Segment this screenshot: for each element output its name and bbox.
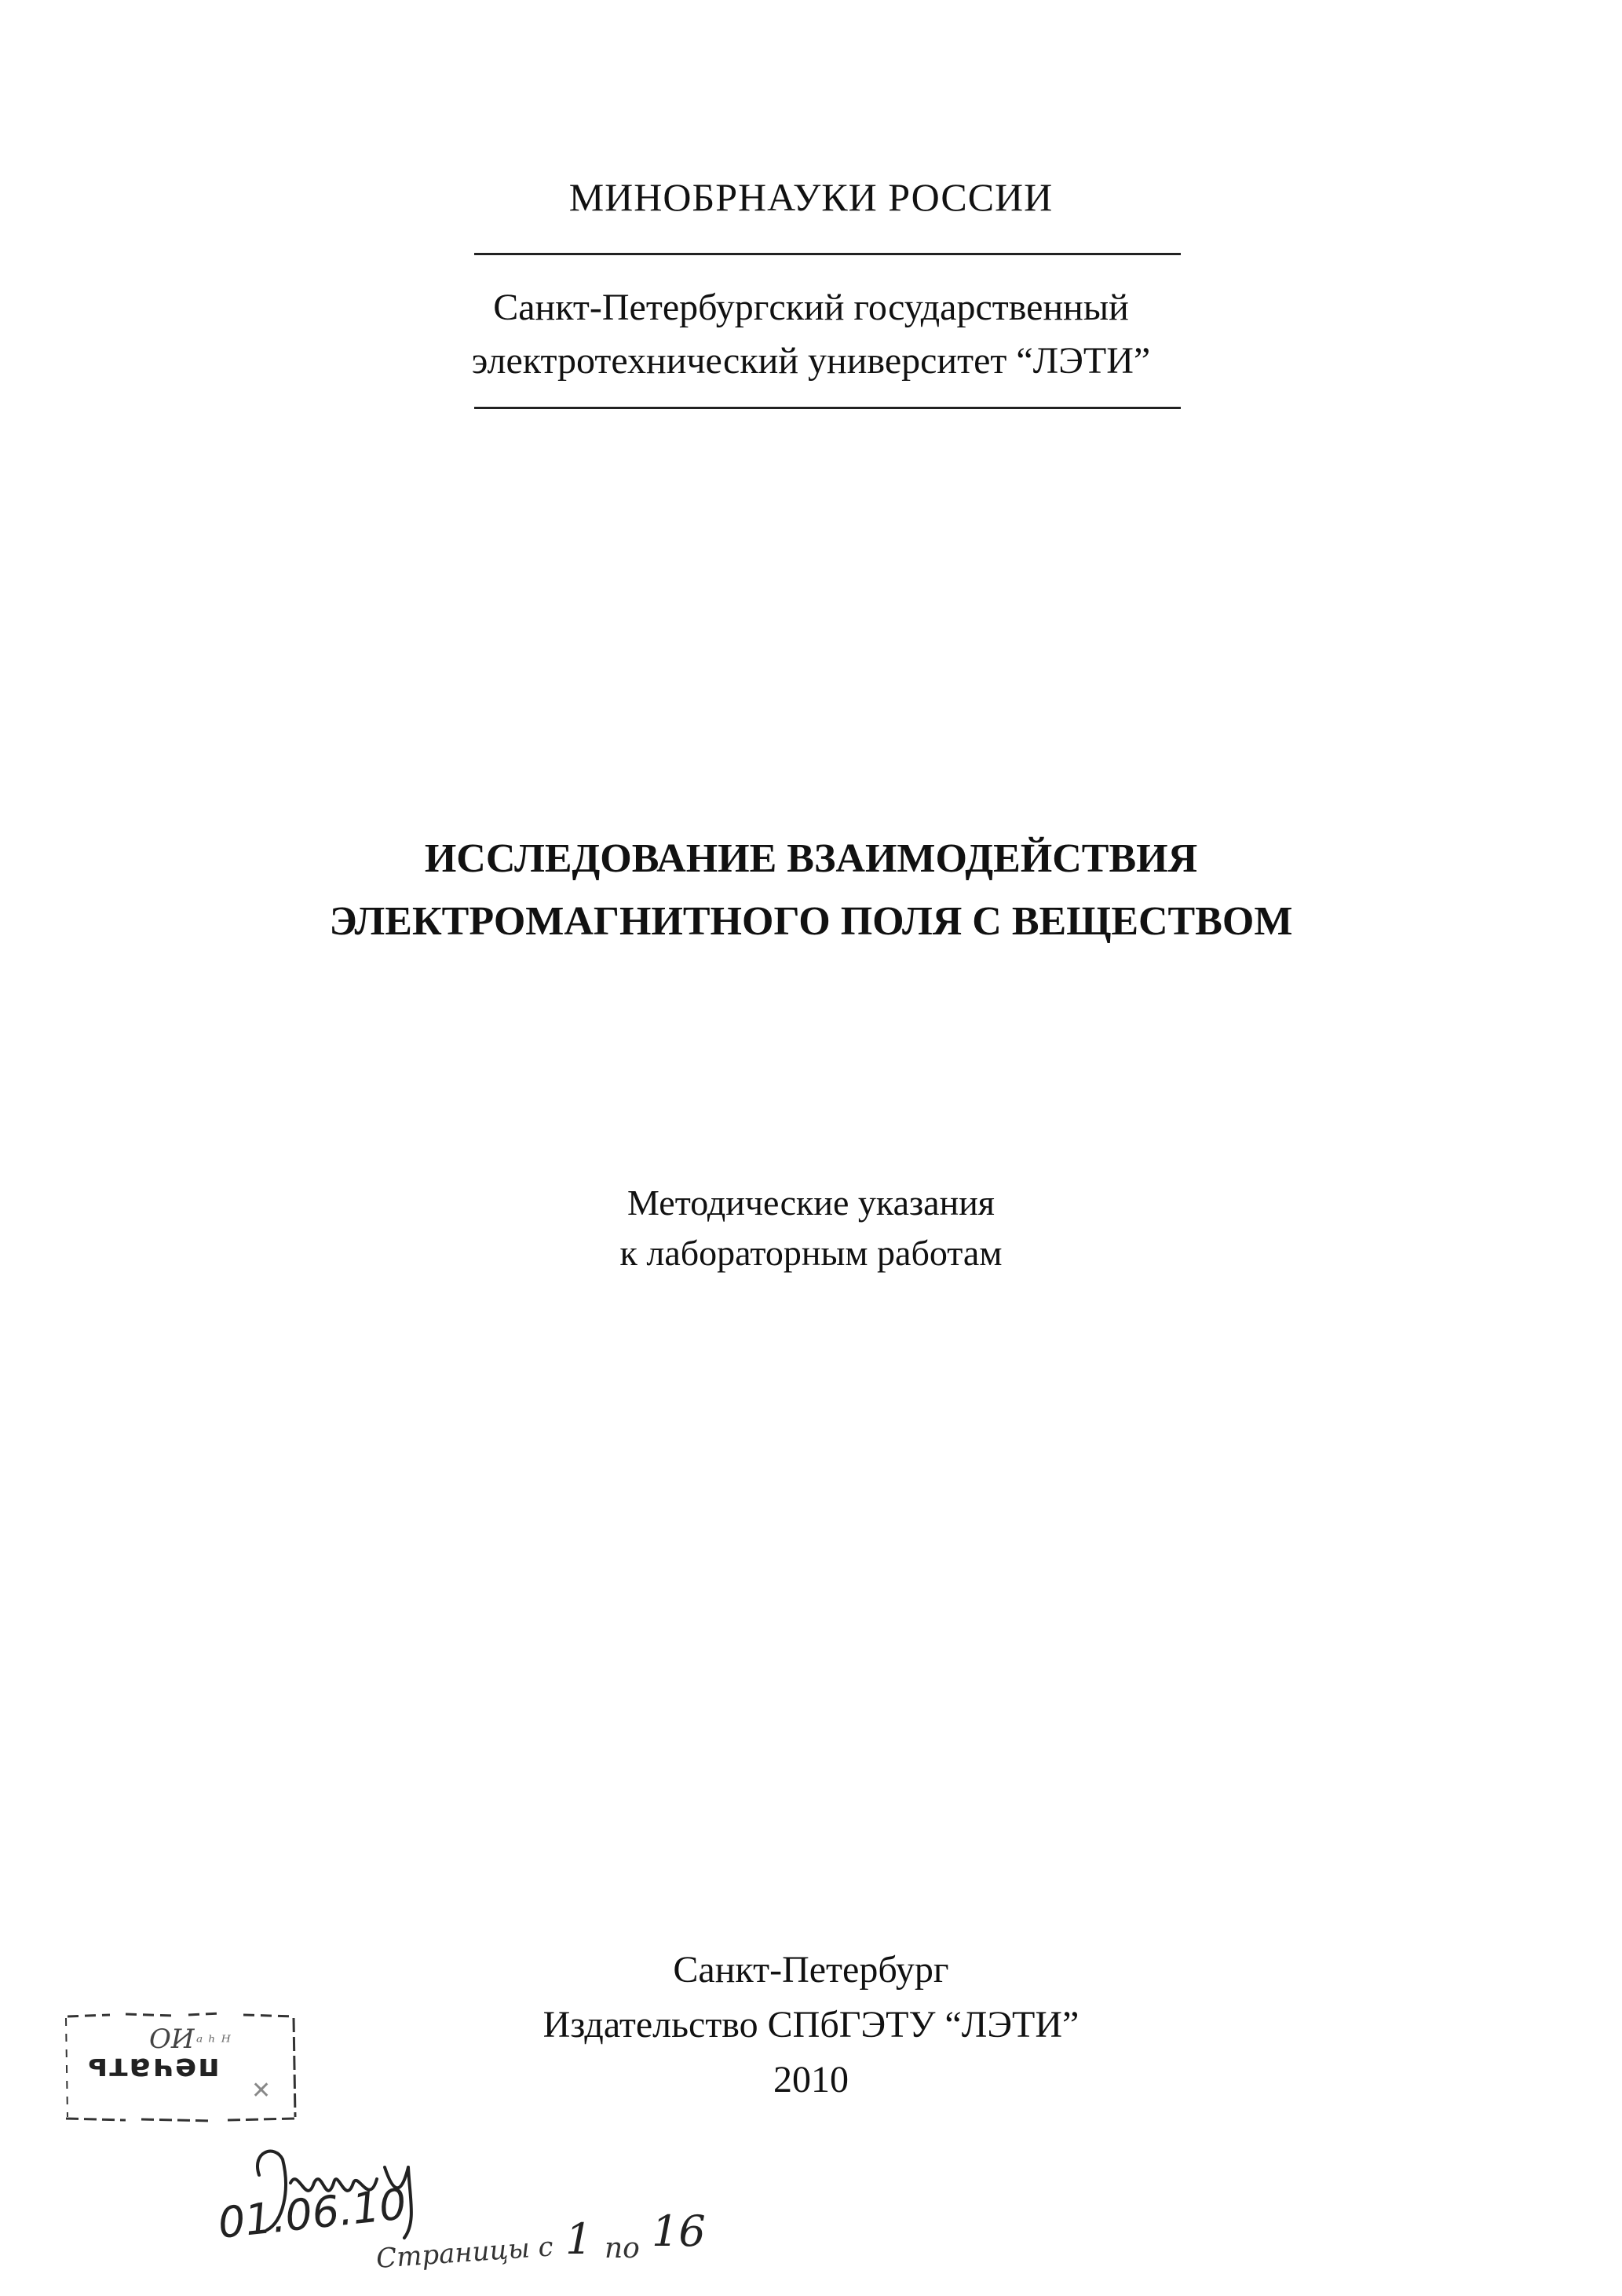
stamp-text-upside-down: печать xyxy=(86,2051,220,2087)
svg-text:1: 1 xyxy=(565,2214,593,2264)
imprint-publisher: Издательство СПбГЭТУ “ЛЭТИ” xyxy=(542,2004,1080,2046)
university-line-1: Санкт-Петербургский государственный xyxy=(493,287,1129,328)
divider-bottom xyxy=(474,407,1181,409)
svg-text:ОИ: ОИ xyxy=(149,2024,195,2055)
svg-text:✕: ✕ xyxy=(251,2077,272,2104)
svg-text:01.06.10: 01.06.10 xyxy=(215,2179,409,2248)
ministry-heading: МИНОБРНАУКИ РОССИИ xyxy=(568,175,1054,219)
svg-text:ᵃ ʰ ᴴ: ᵃ ʰ ᴴ xyxy=(196,2033,231,2053)
university-line-2: электротехнический университет “ЛЭТИ” xyxy=(471,340,1151,382)
svg-text:по: по xyxy=(605,2232,640,2265)
subtitle-line-2: к лабораторным работам xyxy=(619,1233,1003,1273)
subtitle-line-1: Методические указания xyxy=(627,1183,995,1223)
university-name xyxy=(0,281,1622,388)
title-line-2: ЭЛЕКТРОМАГНИТНОГО ПОЛЯ С ВЕЩЕСТВОМ xyxy=(329,899,1293,944)
handwritten-signature-icon xyxy=(204,2136,769,2293)
svg-text:16: 16 xyxy=(652,2206,706,2256)
document-subtitle xyxy=(0,1178,1622,1278)
imprint-city: Санкт-Петербург xyxy=(673,1949,949,1991)
title-line-1: ИССЛЕДОВАНИЕ ВЗАИМОДЕЙСТВИЯ xyxy=(424,836,1198,881)
svg-text:Страницы с: Страницы с xyxy=(374,2231,554,2275)
divider-top xyxy=(474,253,1181,255)
document-title xyxy=(0,828,1622,953)
imprint-year: 2010 xyxy=(773,2059,849,2100)
